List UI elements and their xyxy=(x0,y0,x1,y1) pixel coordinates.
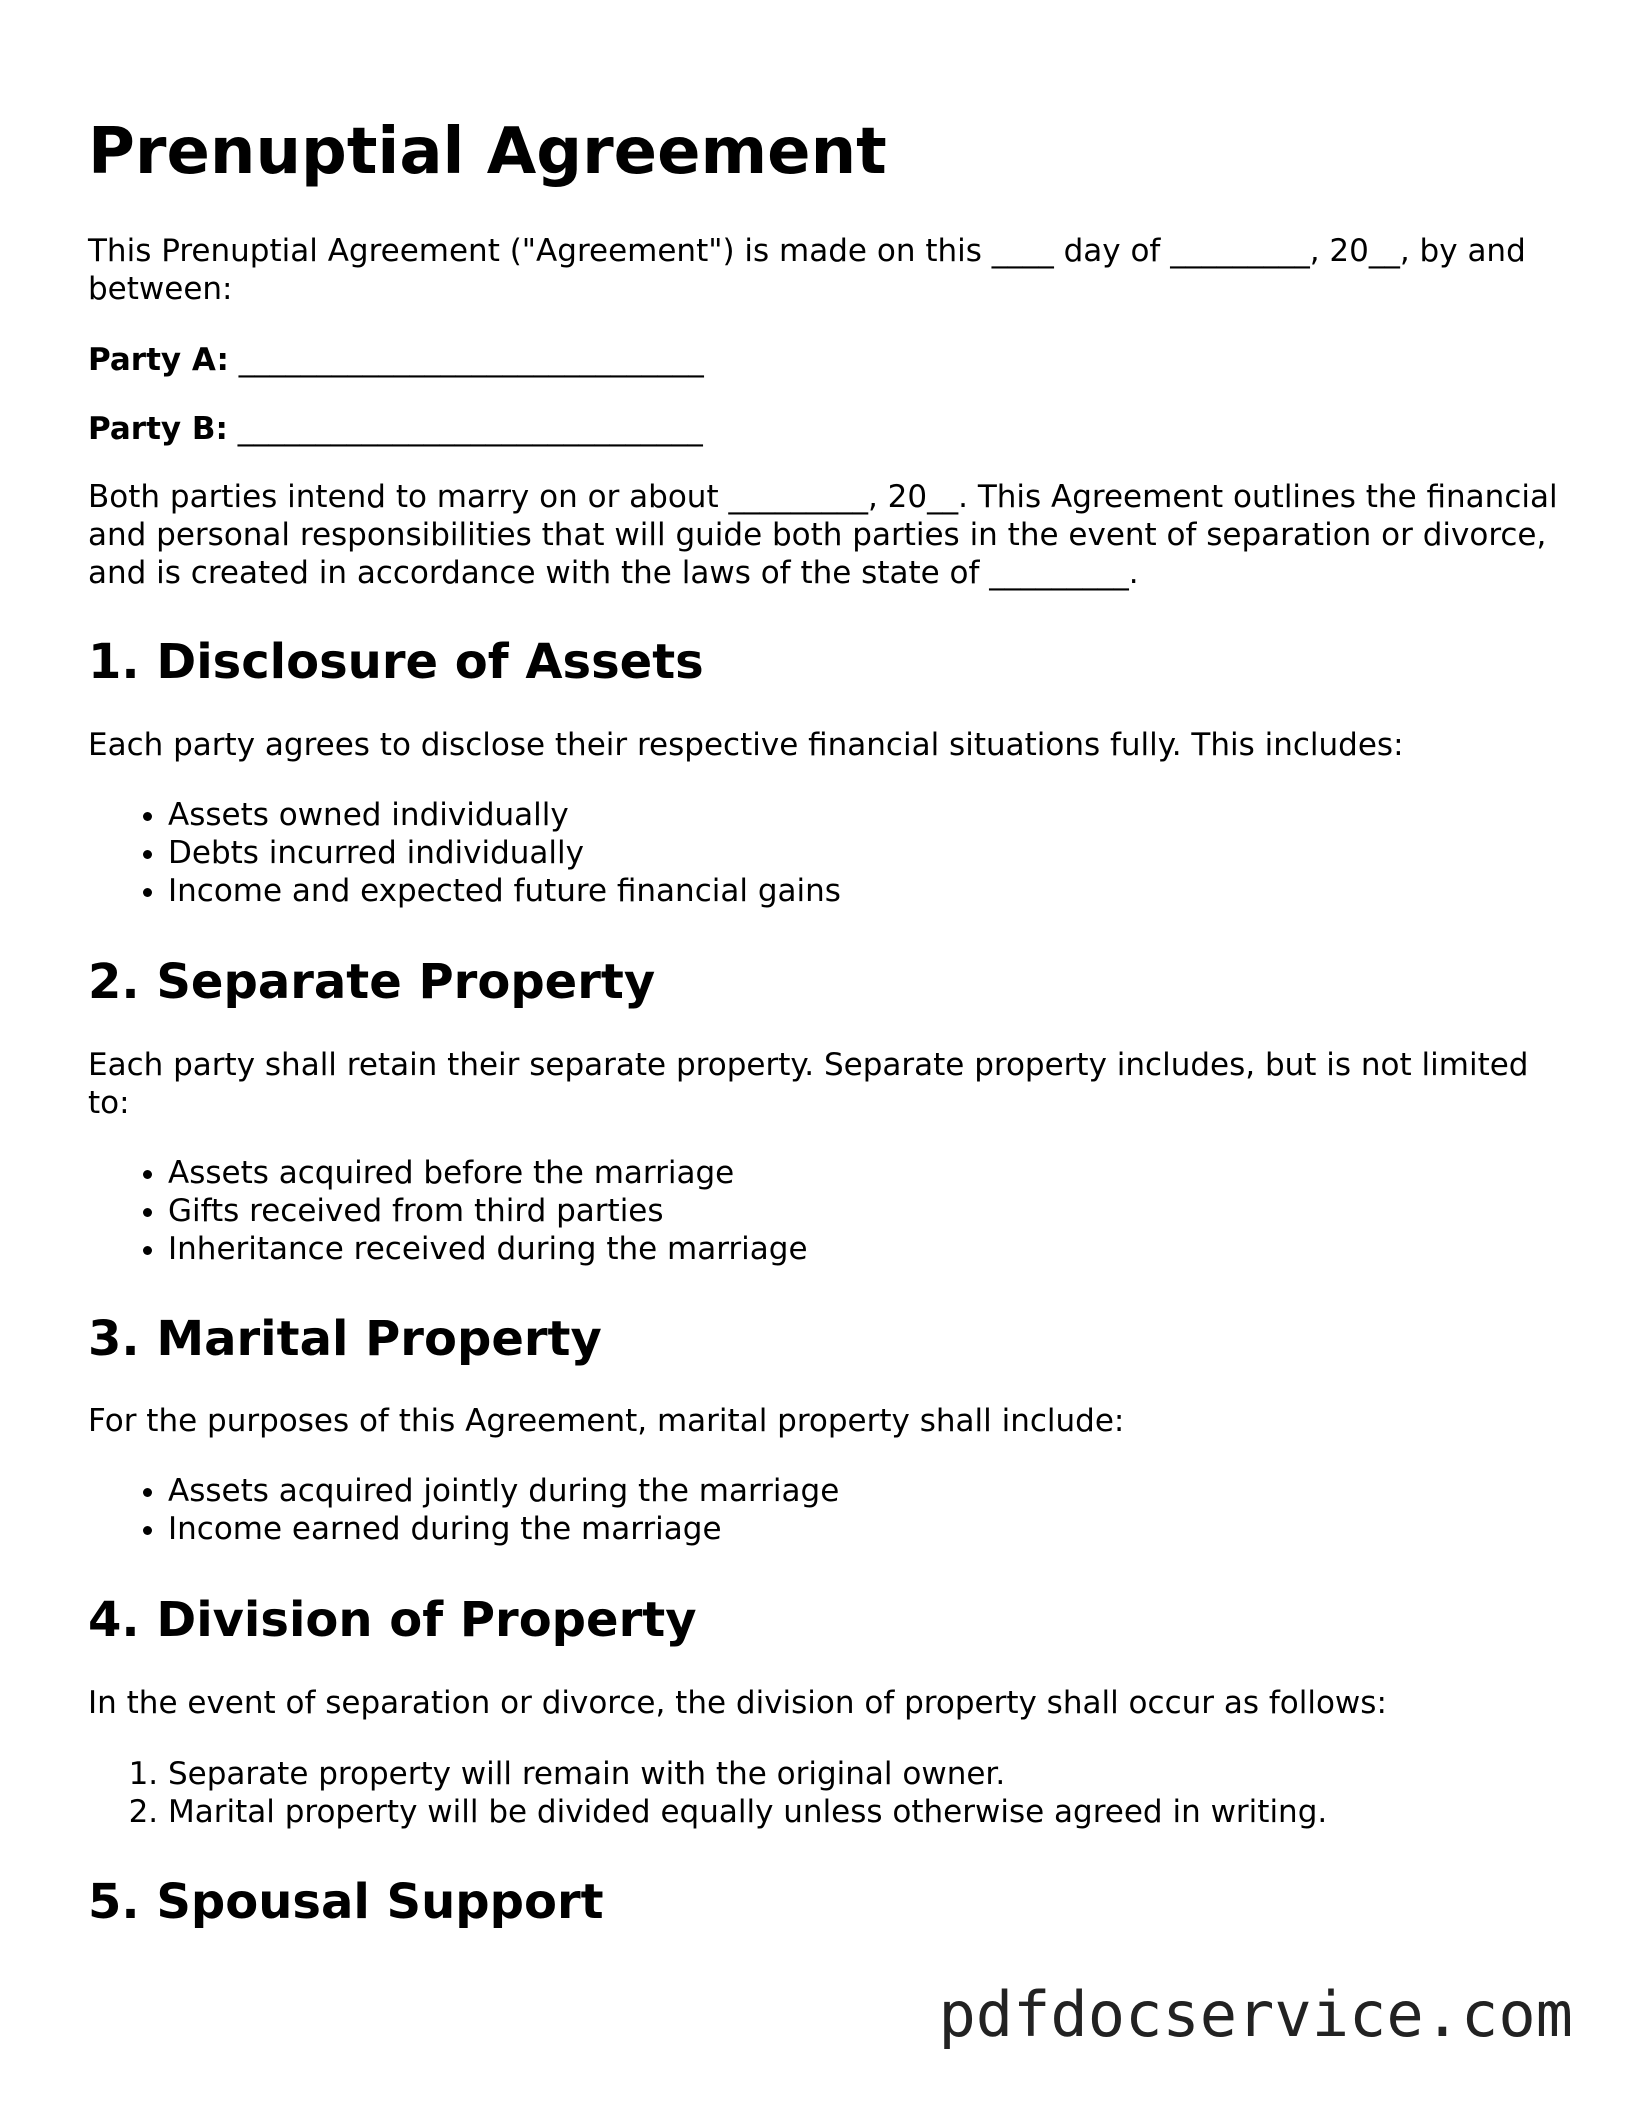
section-list xyxy=(88,796,841,910)
brand-watermark: pdfdocservice.com xyxy=(938,1978,1573,2051)
section-heading: 1. Disclosure of Assets xyxy=(88,634,704,690)
party-b-label: Party B: xyxy=(88,411,228,447)
section-heading: 2. Separate Property xyxy=(88,954,656,1010)
party-a-line xyxy=(88,341,704,379)
section-heading: 3. Marital Property xyxy=(88,1311,602,1367)
party-a-label: Party A: xyxy=(88,342,229,378)
party-a-blank: ______________________________ xyxy=(228,342,704,378)
party-b-line xyxy=(88,410,703,448)
list-item: • Gifts received from third parties xyxy=(168,1192,808,1230)
list-item: • Debts incurred individually xyxy=(168,834,841,872)
document-title: Prenuptial Agreement xyxy=(88,115,887,189)
section-list xyxy=(88,1755,1327,1831)
section-list xyxy=(88,1154,808,1268)
section-paragraph: Each party agrees to disclose their respective financial situations fully. This includes: xyxy=(88,727,1404,763)
list-item: • Income earned during the marriage xyxy=(168,1510,839,1548)
section-paragraph: For the purposes of this Agreement, marital property shall include: xyxy=(88,1403,1125,1439)
section-paragraph: In the event of separation or divorce, the division of property shall occur as follows: xyxy=(88,1685,1387,1721)
list-item: • Assets acquired before the marriage xyxy=(168,1154,808,1192)
section-list xyxy=(88,1472,839,1548)
section-heading: 5. Spousal Support xyxy=(88,1874,604,1930)
purpose-paragraph: Both parties intend to marry on or about _________, 20__. This Agreement outlines the financial and personal responsibilities that will guide both parties in the event of separation or divorce, and is created in accordance with the laws of the state of _________. xyxy=(88,479,1558,591)
list-item: 1. Separate property will remain with the original owner. xyxy=(168,1755,1327,1793)
intro-paragraph: This Prenuptial Agreement ("Agreement") is made on this ____ day of _________, 20__, by and between: xyxy=(88,233,1526,307)
party-b-blank: ______________________________ xyxy=(227,411,703,447)
list-item: • Assets acquired jointly during the marriage xyxy=(168,1472,839,1510)
list-item: • Inheritance received during the marriage xyxy=(168,1230,808,1268)
section-paragraph: Each party shall retain their separate property. Separate property includes, but is not limited to: xyxy=(88,1047,1529,1121)
list-item: • Income and expected future financial gains xyxy=(168,872,841,910)
list-item: • Assets owned individually xyxy=(168,796,841,834)
list-item: 2. Marital property will be divided equally unless otherwise agreed in writing. xyxy=(168,1793,1327,1831)
section-heading: 4. Division of Property xyxy=(88,1592,697,1648)
